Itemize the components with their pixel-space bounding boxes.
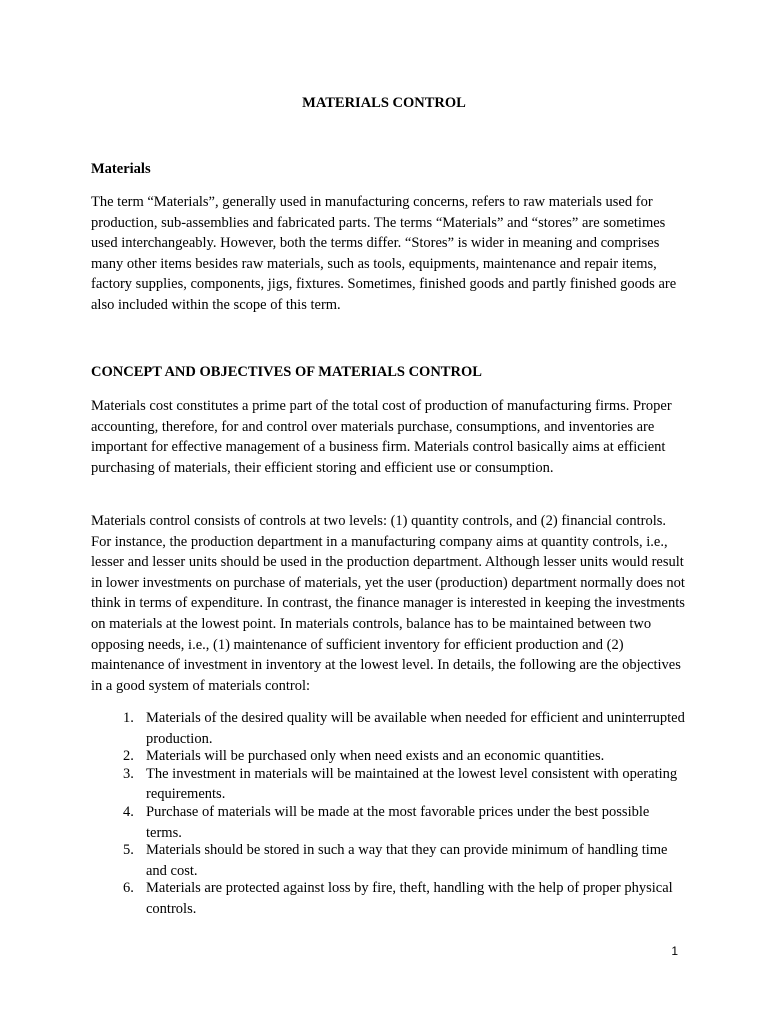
list-item-number: 6. [123,880,134,897]
page-title: MATERIALS CONTROL [302,95,466,111]
list-item [91,840,685,881]
list-item-number: 3. [123,765,134,782]
list-item-number: 1. [123,710,134,726]
list-item-text: Materials should be stored in such a way that they can provide minimum of handling time and cost. [146,842,668,879]
page-number: 1 [671,944,678,958]
list-item-text: Materials will be purchased only when need exists and an economic quantities. [146,748,605,765]
paragraph-materials-definition: The term “Materials”, generally used in manufacturing concerns, refers to raw materials used for production, sub-assemblies and fabricated parts. The terms “Materials” and “stores” are sometimes used interchangeably. However, both the terms differ. “Stores” is wider in meaning and comprises many other items besides raw materials, such as tools, equipments, maintenance and repair items, factory supplies, components, jigs, fixtures. Sometimes, finished goods and partly finished goods are also included within the scope of this term. [91,194,677,313]
list-item [91,878,685,919]
list-item-text: The investment in materials will be maintained at the lowest level consistent with operating requirements. [146,765,678,803]
list-item-text: Purchase of materials will be made at the most favorable prices under the best possible terms. [146,803,650,841]
objectives-list [91,708,685,917]
paragraph-materials-cost: Materials cost constitutes a prime part of the total cost of production of manufacturing firms. Proper accounting, therefore, for and control over materials purchase, consumptions, and inventories are important for effective management of a business firm. Materials control basically aims at efficient purchasing of materials, their efficient storing and efficient use or consumption. [91,398,672,476]
list-item [91,802,685,843]
paragraph-control-levels: Materials control consists of controls at two levels: (1) quantity controls, and (2) financial controls. For instance, the production department in a manufacturing company aims at quantity controls, i.e., lesser and lesser units should be used in the production department. Although lesser units would result in lower investments on purchase of materials, yet the user (production) department normally does not think in terms of expenditure. In contrast, the finance manager is interested in keeping the investments on materials at the lowest point. In materials controls, balance has to be maintained between two opposing needs, i.e., (1) maintenance of sufficient inventory for efficient production and (2) maintenance of investment in inventory at the lowest level. In details, the following are the objectives in a good system of materials control: [91,513,685,694]
list-item-number: 5. [123,842,134,859]
list-item-text: Materials are protected against loss by fire, theft, handling with the help of proper physical controls. [146,880,673,917]
list-item [91,764,685,805]
list-item [91,708,685,749]
section-heading-materials: Materials [91,161,151,177]
list-item-text: Materials of the desired quality will be available when needed for efficient and uninterrupted production. [146,710,685,747]
section-heading-concept-objectives: CONCEPT AND OBJECTIVES OF MATERIALS CONTROL [91,364,482,380]
list-item-number: 4. [123,803,134,820]
list-item-number: 2. [123,748,134,765]
